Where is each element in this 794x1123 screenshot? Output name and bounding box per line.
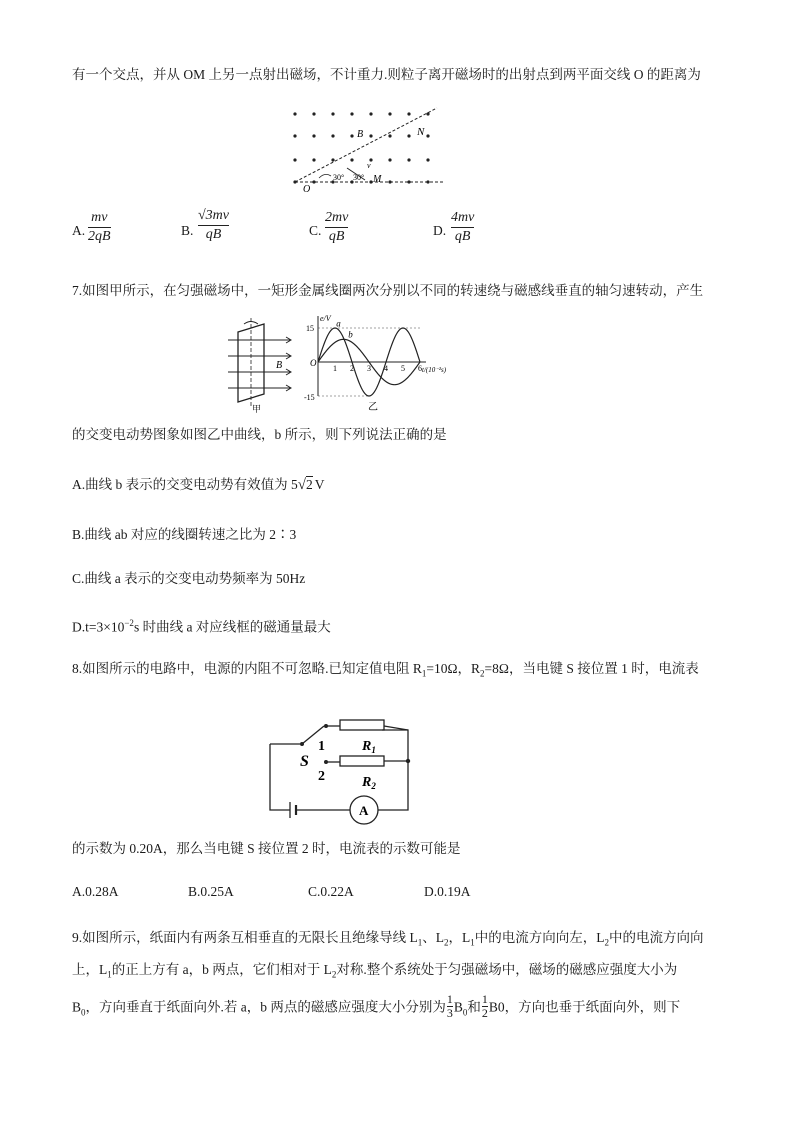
field-dot xyxy=(350,112,353,115)
q8-stem-line-1 xyxy=(72,660,699,683)
q7-figure-coil xyxy=(226,318,298,414)
q9-stem-line-2 xyxy=(72,961,677,984)
label-v: v xyxy=(367,161,371,170)
field-dot xyxy=(331,112,334,115)
t: 对称.整个系统处于匀强磁场中，磁场的磁感应强度大小为 xyxy=(336,962,678,977)
field-dot xyxy=(369,134,372,137)
num: 2mv xyxy=(325,210,349,225)
y-tick-top: 15 xyxy=(306,324,314,333)
sub: 0 xyxy=(462,1007,468,1018)
field-dot xyxy=(331,158,334,161)
q8-stem-line-2: 的示数为 0.20A，那么当电键 S 接位置 2 时，电流表的示数可能是 xyxy=(72,841,461,856)
field-dot xyxy=(407,158,410,161)
field-dot xyxy=(388,158,391,161)
q7-option-c: C.曲线 a 表示的交变电动势频率为 50Hz xyxy=(72,571,306,586)
sub: 2 xyxy=(444,937,449,948)
series-b-label: b xyxy=(348,329,353,340)
field-dot xyxy=(426,112,429,115)
field-dot xyxy=(312,158,315,161)
label-M: M xyxy=(373,174,382,185)
q7-chart-emf xyxy=(302,312,464,414)
sub: 2 xyxy=(480,668,485,679)
q8-option-d: D.0.19A xyxy=(424,884,471,899)
den: qB xyxy=(454,229,471,244)
q6-figure-magnetic-field xyxy=(285,104,450,194)
q7-option-d-post: s 时曲线 a 对应线框的磁通量最大 xyxy=(133,619,331,635)
den: 2 xyxy=(481,1006,488,1020)
fraction-one-half xyxy=(482,993,488,1020)
x-tick-label: 5 xyxy=(401,364,405,373)
x-tick-label: 2 xyxy=(350,364,354,373)
label-S: S xyxy=(300,753,309,770)
caption-jia: 甲 xyxy=(252,404,262,414)
wire-left xyxy=(270,744,290,810)
field-dot xyxy=(369,112,372,115)
num: mv xyxy=(91,210,108,225)
label-R1: $R_1$ xyxy=(362,739,376,755)
sub: 2 xyxy=(331,969,337,980)
q6-option-b-fraction xyxy=(198,208,229,243)
sub: 2 xyxy=(604,937,609,948)
field-dot xyxy=(350,134,353,137)
fraction-one-third xyxy=(447,993,453,1020)
q8-circuit-diagram xyxy=(262,714,422,834)
q7-option-a-root: 2 xyxy=(305,477,313,492)
t: 中的电流方向向左，L xyxy=(474,930,605,945)
field-dot xyxy=(312,112,315,115)
series-a-label: a xyxy=(336,318,341,329)
q6-option-c-fraction xyxy=(325,210,348,245)
den: qB xyxy=(328,229,345,244)
label-angle2: 30° xyxy=(353,173,365,182)
q8-option-a: A.0.28A xyxy=(72,884,119,899)
q6-option-a-fraction xyxy=(88,210,111,245)
sub: 1 xyxy=(470,937,475,948)
x-tick-label: 6 xyxy=(418,364,422,373)
origin-label: O xyxy=(310,358,317,368)
q7-option-d-exp: −2 xyxy=(124,618,134,628)
label-N: N xyxy=(417,126,425,138)
field-dot xyxy=(331,134,334,137)
t: 9.如图所示，纸面内有两条互相垂直的无限长且绝缘导线 L xyxy=(72,930,418,945)
t: 、L xyxy=(422,930,444,945)
sub: 1 xyxy=(417,937,423,948)
den: 2qB xyxy=(88,229,111,244)
field-dot xyxy=(293,134,296,137)
y-tick-bottom: -15 xyxy=(304,393,315,402)
q6-option-b-letter: B. xyxy=(181,223,194,238)
q8-stem-post: =8Ω，当电键 S 接位置 1 时，电流表 xyxy=(484,661,699,676)
q7-option-a xyxy=(72,476,324,494)
ammeter-label: A xyxy=(359,803,369,818)
den: qB xyxy=(205,227,222,242)
q7-stem-line-2: 的交变电动势图象如图乙中曲线，b 所示，则下列说法正确的是 xyxy=(72,427,447,442)
label-R2: $R_2$ xyxy=(362,775,376,791)
q7-option-a-unit: V xyxy=(314,477,325,492)
q6-stem-line: 有一个交点，并从 OM 上另一点射出磁场，不计重力.则粒子离开磁场时的出射点到两平面交线 O 的距离为 xyxy=(72,67,701,82)
q7-option-d xyxy=(72,614,331,637)
x-tick-label: 1 xyxy=(333,364,337,373)
num: 1 xyxy=(446,992,453,1006)
label-pos2: 2 xyxy=(318,769,325,784)
x-tick-label: 4 xyxy=(384,364,388,373)
sub: 0 xyxy=(81,1007,86,1018)
t: 中的电流方向向 xyxy=(609,930,704,945)
num: 1 xyxy=(481,992,488,1006)
resistor-r1 xyxy=(340,720,384,730)
label-angle1: 30° xyxy=(333,173,345,182)
num: 4mv xyxy=(451,210,475,225)
label-B: B xyxy=(276,360,283,371)
t: B xyxy=(453,999,463,1015)
t: ，L xyxy=(448,930,471,945)
field-dot xyxy=(312,134,315,137)
q8-stem-mid: =10Ω，R xyxy=(426,661,481,676)
x-tick-label: 3 xyxy=(367,364,371,373)
q8-option-c: C.0.22A xyxy=(308,884,354,899)
field-dot xyxy=(293,112,296,115)
sub: 1 xyxy=(107,969,112,980)
q6-option-d-letter: D. xyxy=(433,223,447,238)
y-axis-label: e/V xyxy=(320,314,331,323)
x-axis-label: t/(10⁻²s) xyxy=(422,366,447,374)
q6-option-c-letter: C. xyxy=(309,223,322,238)
q8-stem-pre: 8.如图所示的电路中，电源的内阻不可忽略.已知定值电阻 R xyxy=(72,661,422,676)
caption-yi: 乙 xyxy=(368,402,378,413)
q6-option-d-fraction xyxy=(451,210,474,245)
q6-option-a-letter: A. xyxy=(72,223,86,238)
field-dot xyxy=(388,134,391,137)
t: ，方向垂直于纸面向外.若 a，b 两点的磁感应强度大小分别为 xyxy=(85,999,446,1015)
q9-stem-line-3 xyxy=(72,992,681,1022)
q7-option-d-pre: D.t=3×10 xyxy=(72,619,125,635)
rotation-arrow xyxy=(244,322,258,325)
t: B xyxy=(72,999,82,1015)
q9-stem-line-1 xyxy=(72,929,704,952)
label-pos1: 1 xyxy=(318,739,325,754)
boundary-on xyxy=(295,108,437,182)
field-dot xyxy=(293,158,296,161)
resistor-r2 xyxy=(340,756,384,766)
q8-option-b: B.0.25A xyxy=(188,884,234,899)
field-dot xyxy=(426,134,429,137)
t: 的正上方有 a，b 两点，它们相对于 L xyxy=(111,962,332,977)
label-O: O xyxy=(303,184,311,194)
t: 和 xyxy=(467,999,481,1015)
field-dot xyxy=(388,112,391,115)
field-dot xyxy=(350,158,353,161)
field-dot xyxy=(407,112,410,115)
label-B: B xyxy=(357,129,364,140)
num: √3mv xyxy=(198,208,230,223)
q7-option-a-text: A.曲线 b 表示的交变电动势有效值为 5 xyxy=(72,477,298,492)
t: B0，方向也垂于纸面向外，则下 xyxy=(488,999,681,1015)
sqrt-sign: √ xyxy=(297,477,306,493)
t: 上，L xyxy=(72,962,108,977)
sub: 1 xyxy=(421,668,427,679)
wire-bottom-right xyxy=(378,730,408,810)
field-dot xyxy=(426,158,429,161)
field-dot xyxy=(407,134,410,137)
q7-option-b: B.曲线 ab 对应的线圈转速之比为 2∶3 xyxy=(72,527,297,542)
q7-stem-line-1: 7.如图甲所示，在匀强磁场中，一矩形金属线圈两次分别以不同的转速绕与磁感线垂直的轴匀速转动，产生 xyxy=(72,283,704,298)
den: 3 xyxy=(446,1006,453,1020)
